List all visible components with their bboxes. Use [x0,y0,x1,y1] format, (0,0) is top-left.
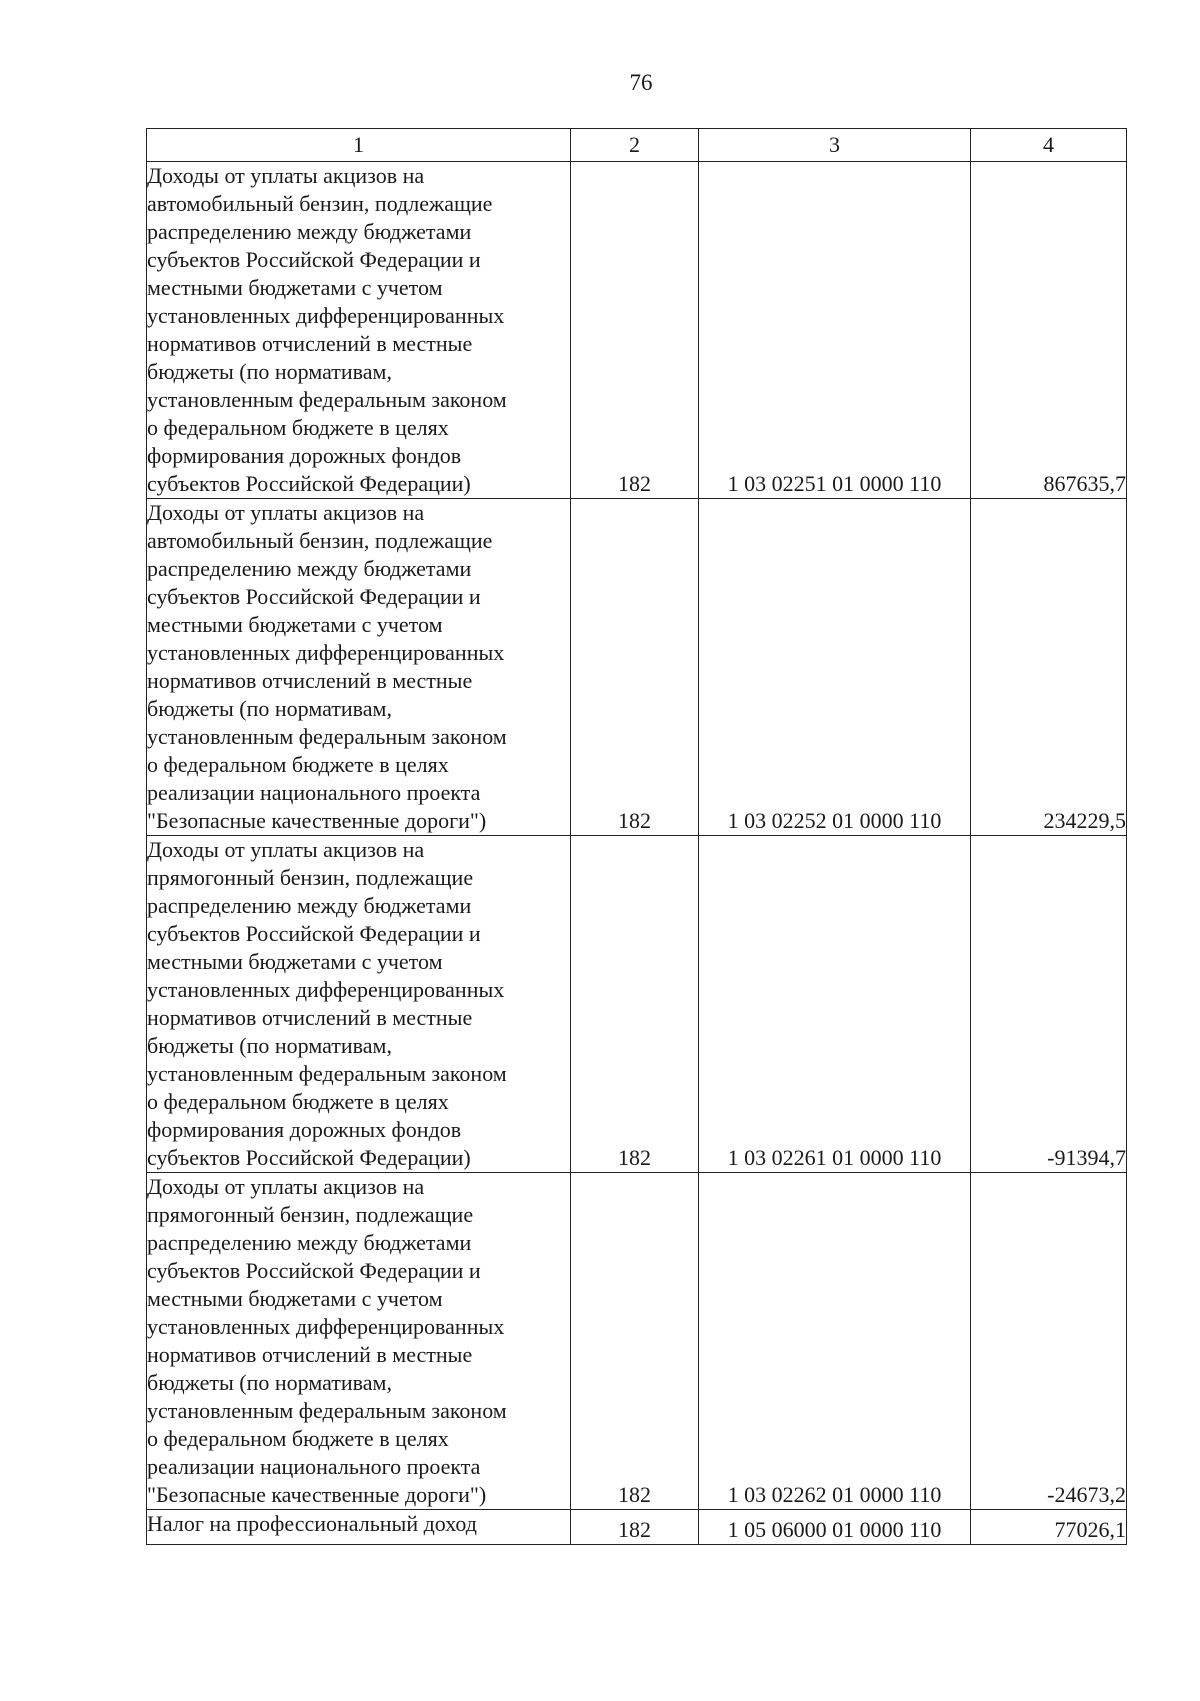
table-header-row [147,129,1127,162]
admin-code-cell: 182 [571,499,699,836]
amount-cell: 234229,5 [971,499,1127,836]
income-name-cell: Доходы от уплаты акцизов на прямогонный бензин, подлежащие распределению между бюджетами субъектов Российской Федерации и местными бюджетами с учетом установленных дифференцированных нормативов отчислений в местные бюджеты (по нормативам, установленным федеральным законом о федеральном бюджете в целях реализации национального проекта "Безопасные качественные дороги") [147,1173,571,1510]
budget-code-cell: 1 03 02252 01 0000 110 [699,499,971,836]
header-col-1: 1 [147,129,571,162]
amount-cell: -24673,2 [971,1173,1127,1510]
header-col-4: 4 [971,129,1127,162]
page-number: 76 [629,70,653,95]
admin-code-cell: 182 [571,1510,699,1545]
income-name-cell: Доходы от уплаты акцизов на прямогонный бензин, подлежащие распределению между бюджетами субъектов Российской Федерации и местными бюджетами с учетом установленных дифференцированных нормативов отчислений в местные бюджеты (по нормативам, установленным федеральным законом о федеральном бюджете в целях формирования дорожных фондов субъектов Российской Федерации) [147,836,571,1173]
header-col-2: 2 [571,129,699,162]
income-name-cell: Доходы от уплаты акцизов на автомобильный бензин, подлежащие распределению между бюджетами субъектов Российской Федерации и местными бюджетами с учетом установленных дифференцированных нормативов отчислений в местные бюджеты (по нормативам, установленным федеральным законом о федеральном бюджете в целях формирования дорожных фондов субъектов Российской Федерации) [147,162,571,499]
table-row [147,499,1127,836]
admin-code-cell: 182 [571,1173,699,1510]
revenue-table [146,128,1127,1545]
admin-code-cell: 182 [571,836,699,1173]
budget-code-cell: 1 03 02261 01 0000 110 [699,836,971,1173]
table-row [147,836,1127,1173]
income-name-cell: Доходы от уплаты акцизов на автомобильный бензин, подлежащие распределению между бюджетами субъектов Российской Федерации и местными бюджетами с учетом установленных дифференцированных нормативов отчислений в местные бюджеты (по нормативам, установленным федеральным законом о федеральном бюджете в целях реализации национального проекта "Безопасные качественные дороги") [147,499,571,836]
amount-cell: 867635,7 [971,162,1127,499]
table-row [147,1173,1127,1510]
budget-code-cell: 1 03 02262 01 0000 110 [699,1173,971,1510]
amount-cell: 77026,1 [971,1510,1127,1545]
header-col-3: 3 [699,129,971,162]
budget-code-cell: 1 03 02251 01 0000 110 [699,162,971,499]
admin-code-cell: 182 [571,162,699,499]
budget-code-cell: 1 05 06000 01 0000 110 [699,1510,971,1545]
table-row [147,1510,1127,1545]
income-name-cell: Налог на профессиональный доход [147,1510,571,1545]
amount-cell: -91394,7 [971,836,1127,1173]
table-row [147,162,1127,499]
